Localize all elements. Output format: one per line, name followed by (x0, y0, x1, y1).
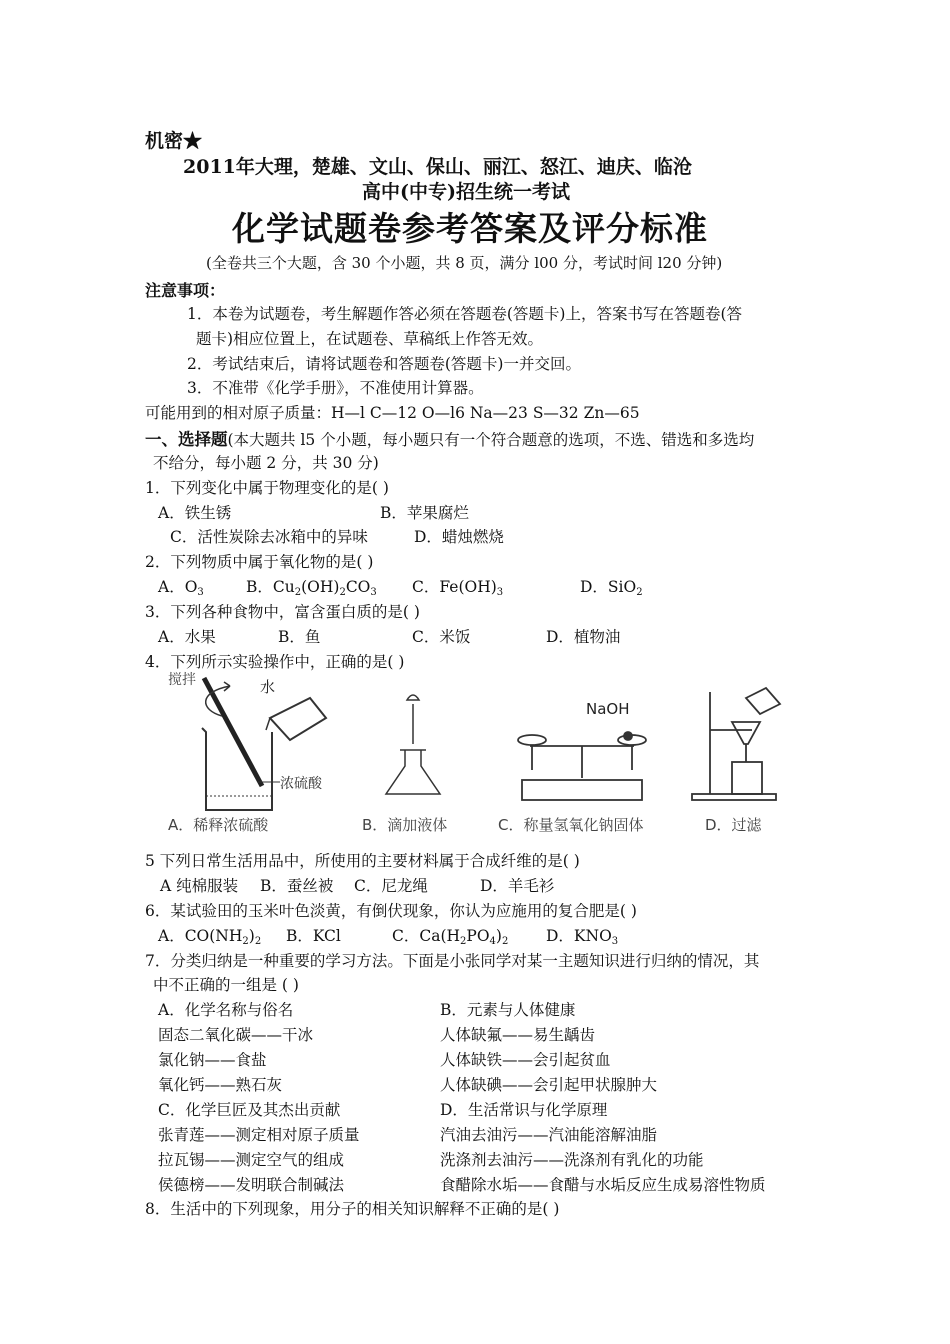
section-1-title: 一、选择题 (145, 430, 228, 449)
exam-info: (全卷共三个大题，含 30 个小题，共 8 页，满分 l00 分，考试时间 l20 分钟) (206, 254, 723, 272)
fig-caption-c: C．称量氢氧化钠固体 (498, 816, 644, 834)
question-7-option-a-item: 氯化钠——食盐 (158, 1051, 267, 1069)
question-6-stem: 6．某试验田的玉米叶色淡黄，有倒伏现象，你认为应施用的复合肥是( ) (145, 902, 637, 920)
question-1-stem: 1．下列变化中属于物理变化的是( ) (145, 479, 389, 497)
question-7-stem: 7．分类归纳是一种重要的学习方法。下面是小张同学对某一主题知识进行归纳的情况，其 (145, 952, 760, 970)
water-label: 水 (260, 678, 276, 696)
question-6-option-d: D．$KNO_3$ (546, 927, 619, 947)
question-7-option-b-item: 人体缺铁——会引起贫血 (440, 1051, 611, 1069)
question-1-option-d: D．蜡烛燃烧 (414, 528, 504, 546)
question-7-option-d-item: 食醋除水垢——食醋与水垢反应生成易溶性物质 (440, 1176, 766, 1194)
note-3: 3．不准带《化学手册》，不准使用计算器。 (187, 379, 484, 397)
question-4-figure (160, 670, 800, 842)
question-7-option-c-item: 侯德榜——发明联合制碱法 (158, 1176, 345, 1194)
page-title: 化学试题卷参考答案及评分标准 (232, 209, 708, 248)
section-1-desc: (本大题共 l5 个小题，每小题只有一个符合题意的选项，不选、错选和多选均 (227, 431, 755, 449)
stir-label: 搅拌 (168, 672, 196, 688)
question-3-option-c: C．米饭 (412, 628, 471, 646)
question-7-option-c-item: 拉瓦锡——测定空气的组成 (158, 1151, 345, 1169)
question-5-option-b: B．蚕丝被 (260, 877, 334, 895)
question-5-stem: 5 下列日常生活用品中，所使用的主要材料属于合成纤维的是( ) (145, 852, 580, 870)
note-1-cont: 题卡)相应位置上，在试题卷、草稿纸上作答无效。 (196, 330, 544, 348)
question-1-option-c: C．活性炭除去冰箱中的异味 (170, 528, 368, 546)
section-1-desc-cont: 不给分，每小题 2 分，共 30 分) (153, 454, 379, 472)
question-7-option-a-head: A．化学名称与俗名 (158, 1001, 294, 1019)
question-7-option-d-item: 汽油去油污——汽油能溶解油脂 (440, 1126, 658, 1144)
question-6-option-b: B．KCl (286, 927, 341, 945)
naoh-label: NaOH (586, 700, 630, 718)
dropper-flask-apparatus (386, 695, 440, 794)
note-2: 2．考试结束后，请将试题卷和答题卷(答题卡)一并交回。 (187, 355, 581, 373)
fig-caption-d: D．过滤 (705, 816, 762, 834)
exam-name-line: 高中(中专)招生统一考试 (362, 181, 570, 203)
balance-apparatus (518, 732, 646, 800)
question-7-option-b-item: 人体缺碘——会引起甲状腺肿大 (440, 1076, 658, 1094)
question-7-option-b-item: 人体缺氟——易生龋齿 (440, 1026, 596, 1044)
question-2-option-c: C．$Fe(OH)_3$ (412, 578, 504, 598)
question-7-option-a-item: 固态二氧化碳——干冰 (158, 1026, 314, 1044)
note-1: 1．本卷为试题卷，考生解题作答必须在答题卷(答题卡)上，答案书写在答题卷(答 (187, 305, 743, 323)
question-1-option-a: A．铁生锈 (158, 504, 232, 522)
filter-apparatus (692, 688, 780, 800)
question-2-option-a: A．$O_3$ (158, 578, 204, 598)
question-2-option-d: D．SiO$_2$ (580, 578, 643, 598)
question-2-option-b: B．$Cu_2(OH)_2CO_3$ (246, 578, 377, 598)
question-7-option-b-head: B．元素与人体健康 (440, 1001, 576, 1019)
question-5-option-d: D．羊毛衫 (480, 877, 555, 895)
question-5-option-a: A 纯棉服装 (160, 877, 239, 895)
fig-caption-b: B．滴加液体 (362, 816, 448, 834)
question-8-stem: 8．生活中的下列现象，用分子的相关知识解释不正确的是( ) (145, 1200, 560, 1218)
question-6-option-a: A．$CO(NH_2)_2$ (158, 927, 262, 947)
question-3-stem: 3．下列各种食物中，富含蛋白质的是( ) (145, 603, 420, 621)
question-7-option-c-head: C．化学巨匠及其杰出贡献 (158, 1101, 341, 1119)
question-3-option-d: D．植物油 (546, 628, 621, 646)
question-7-option-d-head: D．生活常识与化学原理 (440, 1101, 608, 1119)
question-5-option-c: C．尼龙绳 (354, 877, 428, 895)
exam-region-line: 2011年大理，楚雄、文山、保山、丽江、怒江、迪庆、临沧 (183, 156, 692, 178)
atomic-masses: 可能用到的相对原子质量：H—l C—12 O—l6 Na—23 S—32 Zn—65 (145, 404, 640, 422)
question-6-option-c: C．$Ca(H_2PO_4)_2$ (392, 927, 509, 947)
question-3-option-b: B．鱼 (278, 628, 321, 646)
acid-label: 浓硫酸 (280, 776, 322, 792)
confidential-mark: 机密★ (145, 130, 203, 152)
question-7-stem-cont: 中不正确的一组是 ( ) (153, 976, 299, 994)
question-7-option-c-item: 张青莲——测定相对原子质量 (158, 1126, 360, 1144)
question-7-option-a-item: 氧化钙——熟石灰 (158, 1076, 283, 1094)
section-1-header (145, 426, 754, 450)
fig-caption-a: A．稀释浓硫酸 (168, 816, 269, 834)
question-3-option-a: A．水果 (158, 628, 216, 646)
notes-heading: 注意事项： (145, 281, 226, 300)
question-4-stem: 4．下列所示实验操作中，正确的是( ) (145, 653, 405, 671)
question-1-option-b: B．苹果腐烂 (380, 504, 469, 522)
question-2-stem: 2．下列物质中属于氧化物的是( ) (145, 553, 374, 571)
question-7-option-d-item: 洗涤剂去油污——洗涤剂有乳化的功能 (440, 1151, 704, 1169)
